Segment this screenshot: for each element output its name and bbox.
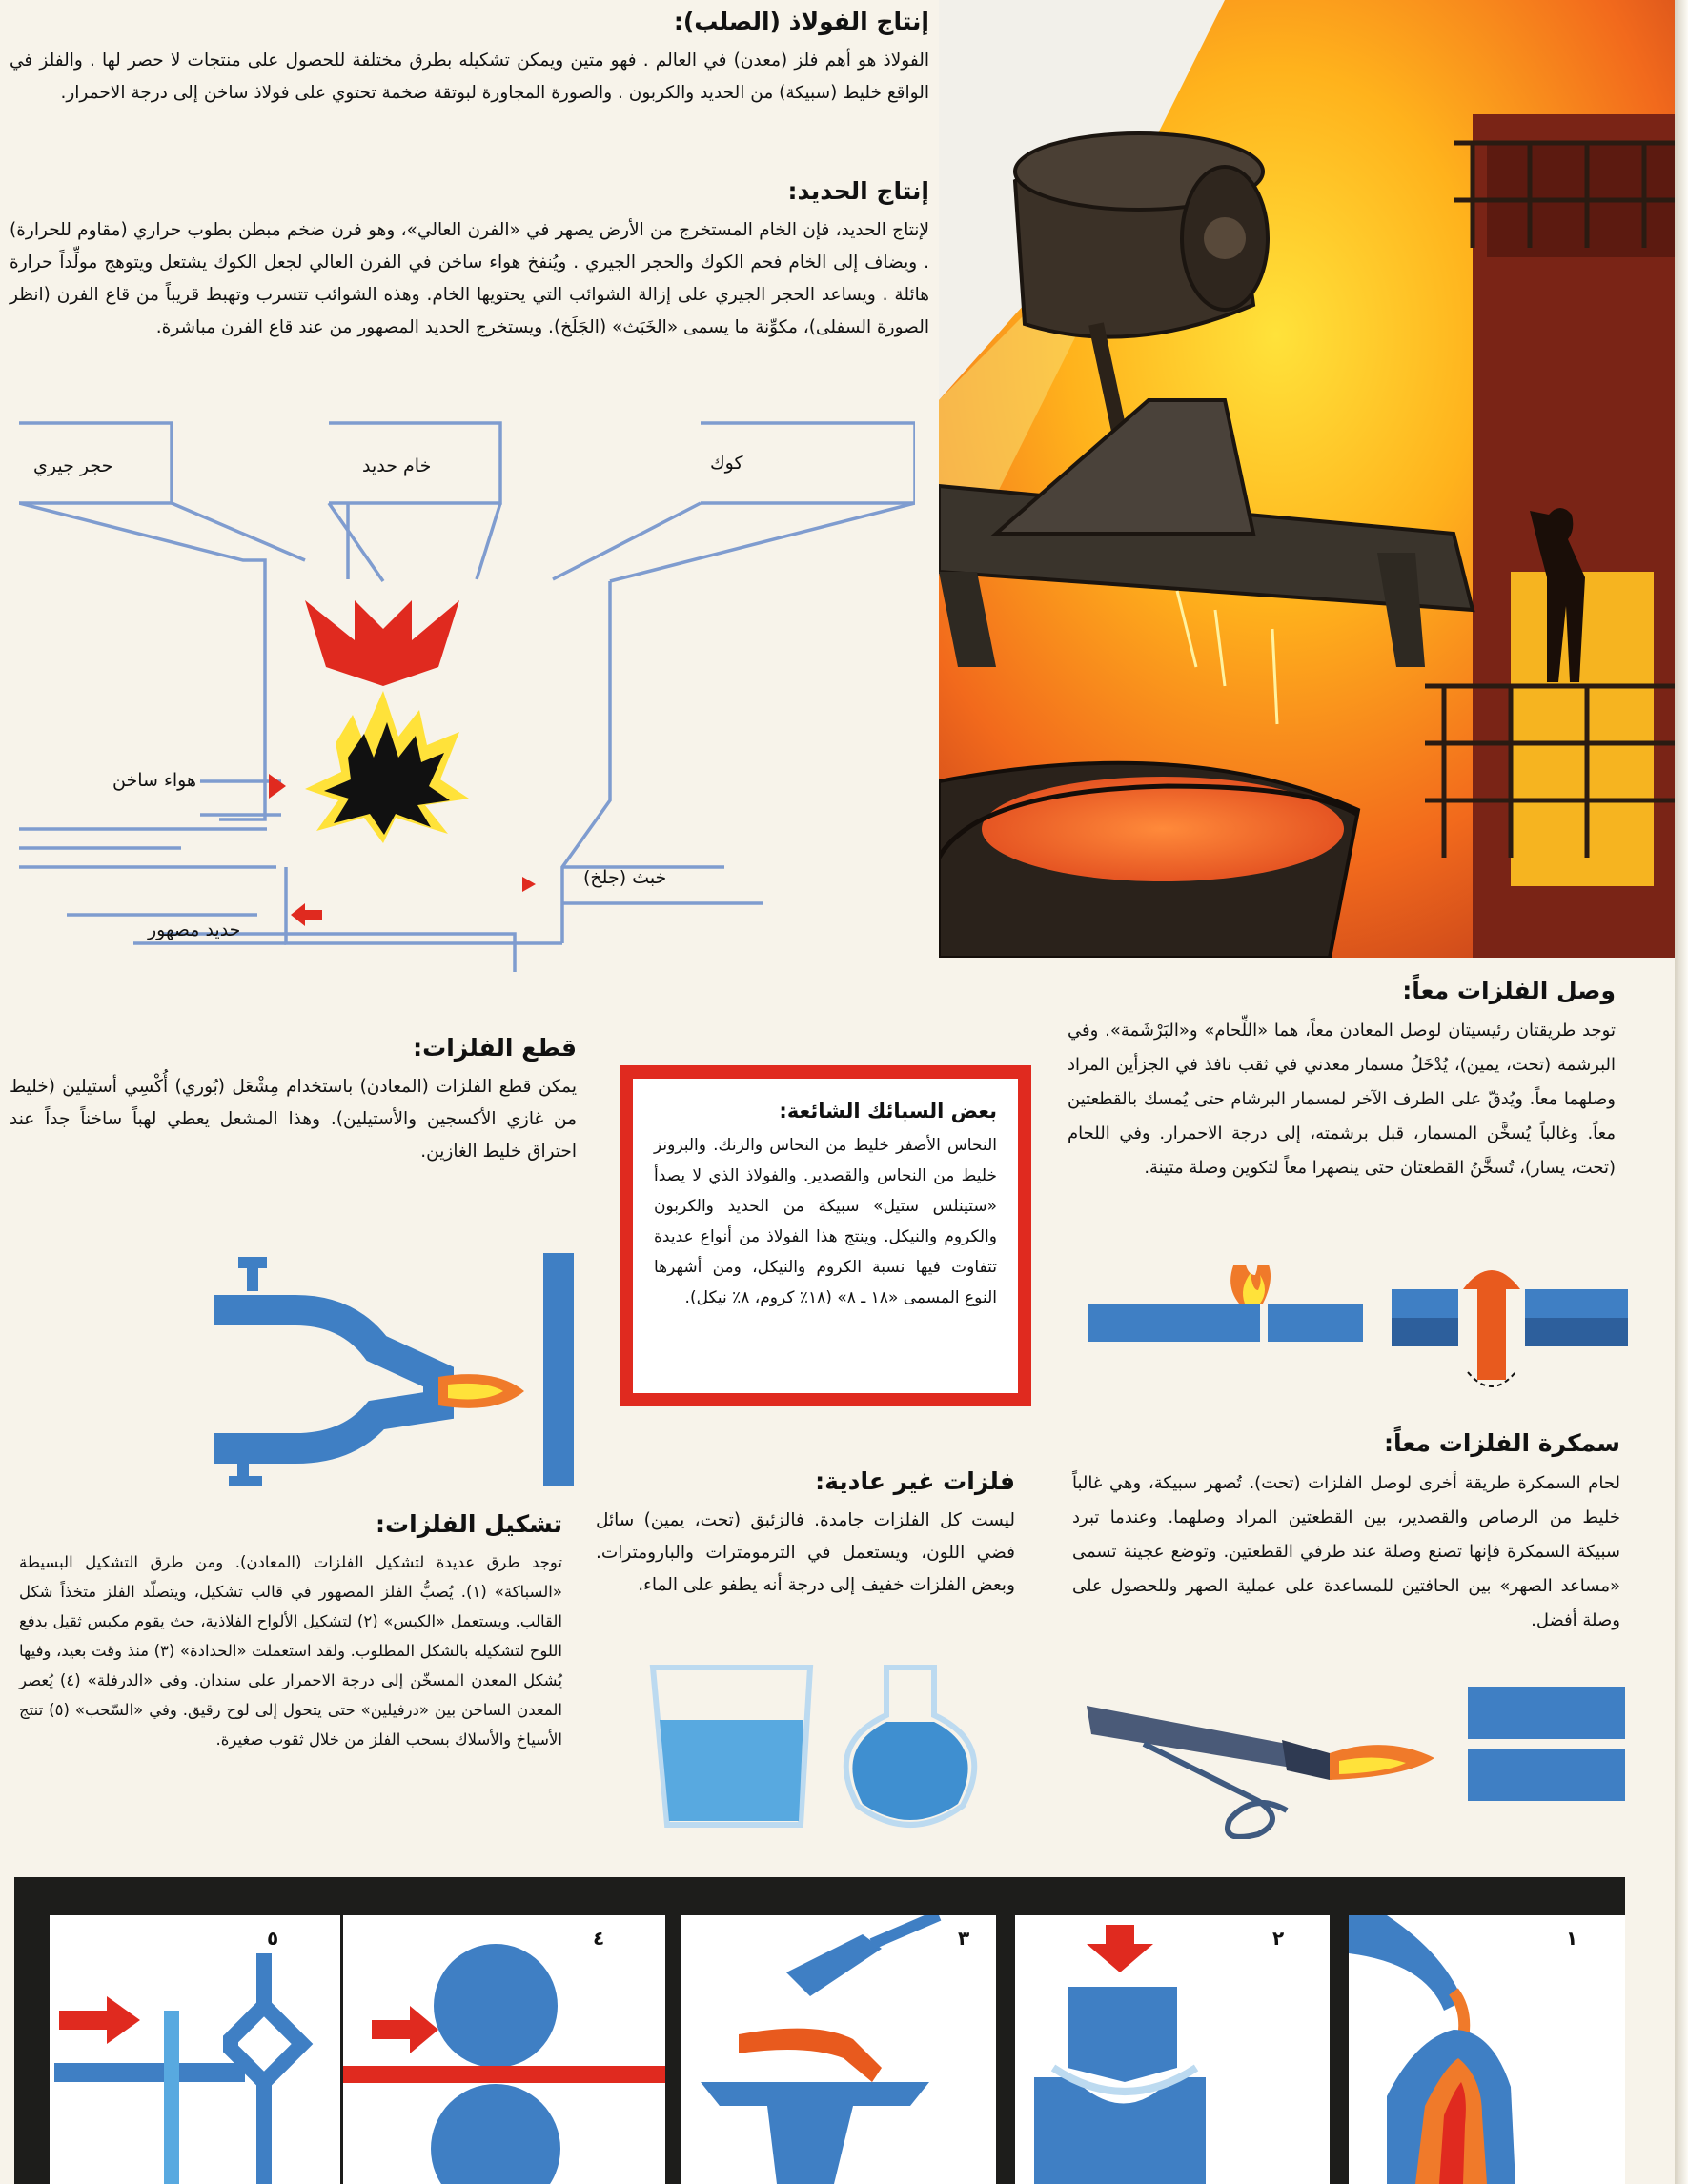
unusual-title: فلزات غير عادية: <box>815 1467 1015 1495</box>
mercury-flask-illustration <box>648 1663 1029 1830</box>
panel-rolling <box>343 1915 665 2184</box>
unusual-body: ليست كل الفلزات جامدة. فالزئبق (تحت، يمين) سائل فضي اللون، ويستعمل في الترمومترات والبارومترات. وبعض الفلزات خفيف إلى درجة أنه يطفو على الماء. <box>596 1510 1015 1595</box>
drawing-illustration <box>50 1915 340 2184</box>
cutting-title: قطع الفلزات: <box>413 1034 577 1062</box>
alloys-box <box>620 1065 1031 1406</box>
label-hot-air: هواء ساخن <box>112 770 197 791</box>
welding-riveting-illustration <box>1087 1265 1630 1408</box>
step-number-3: ٣ <box>958 1927 970 1950</box>
label-molten-iron: حديد مصهور <box>148 920 241 940</box>
cutting-body: يمكن قطع الفلزات (المعادن) باستخدام مِشْعَل (بُوري) أُكْسِي أستيلين (خليط من غازي الأكسجين والأستيلين). وهذا المشعل يعطي لهباً ساخناً جداً عند احتراق خليط الغازين. <box>10 1077 577 1162</box>
cutting-section <box>10 1034 577 1168</box>
shaping-body: توجد طرق عديدة لتشكيل الفلزات (المعادن). ومن طرق التشكيل البسيطة «السباكة» (١). يُصبُّ الفلز المصهور في قالب تشكيل، ويتصلّد الفلز متخذاً شكل القالب. ويستعمل «الكبس» (٢) لتشكيل الألواح الفلاذية، حث يقوم مكبس ثقيل بدفع اللوح لتشكيله بالشكل المطلوب. ولقد استعملت «الحدادة» (٣) منذ وقت بعيد، وفيها يُشكل المعدن المسخّن إلى درجة الاحمرار على سندان. وفي «الدرفلة» (٤) يُعصر المعدن الساخن بين «درفيلين» حتى يتحول إلى لوح رقيق. وفي «السّحب» (٥) تنتج الأسياخ والأسلاك بسحب الفلز من خلال ثقوب صغيرة. <box>19 1553 563 1749</box>
iron-section <box>10 177 929 344</box>
soldering-title: سمكرة الفلزات معاً: <box>1384 1429 1620 1457</box>
iron-body: لإنتاج الحديد، فإن الخام المستخرج من الأرض يصهر في «الفرن العالي»، وهو فرن ضخم مبطن بطوب حراري (مقاوم للحرارة) . ويضاف إلى الخام فحم الكوك والحجر الجيري . ويُنفخ هواء ساخن في الفرن العالي لجعل الكوك يشتعل ويتوهج مولِّداً حرارة هائلة . ويساعد الحجر الجيري على إزالة الشوائب التي يحتويها الخام. وهذه الشوائب تتسرب وتهبط قريباً من قاع الفرن (انظر الصورة السفلى)، مكوِّنة ما يسمى «الخَبَث» (الجَلَخ). ويستخرج الحديد المصهور من عند قاع الفرن مباشرة. <box>10 220 929 337</box>
shaping-methods-strip <box>14 1877 1625 2184</box>
unusual-section <box>596 1467 1015 1602</box>
joining-title: وصل الفلزات معاً: <box>1402 977 1616 1004</box>
label-slag: خبث (جلخ) <box>583 867 667 888</box>
soldering-illustration <box>1087 1677 1630 1839</box>
page-fold-edge <box>1675 0 1688 2184</box>
label-coke: كوك <box>710 453 743 474</box>
label-iron-ore: خام حديد <box>362 455 432 476</box>
step-number-5: ٥ <box>267 1927 279 1950</box>
pressing-illustration <box>1015 1915 1330 2184</box>
rolling-illustration <box>343 1915 665 2184</box>
panel-casting <box>1349 1915 1625 2184</box>
steel-body: الفولاذ هو أهم فلز (معدن) في العالم . فهو متين ويمكن تشكيله بطرق مختلفة للحصول على منتجات لا حصر لها . والفلز في الواقع خليط (سبيكة) من الحديد والكربون . والصورة المجاورة لبوتقة ضخمة تحتوي على فولاذ ساخن إلى درجة الاحمرار. <box>10 51 929 103</box>
step-number-2: ٢ <box>1272 1927 1285 1950</box>
blast-furnace-diagram <box>19 419 915 972</box>
panel-pressing <box>1015 1915 1330 2184</box>
steel-crucible-illustration <box>939 0 1688 958</box>
shaping-section <box>19 1510 562 1754</box>
joining-body: توجد طريقتان رئيسيتان لوصل المعادن معاً، هما «اللِّحام» و«البَرْشَمة». وفي البرشمة (تحت، يمين)، يُدْخَلُ مسمار معدني في ثقب نافذ في الجزأين المراد وصلهما معاً. ويُدقّ على الطرف الآخر لمسمار البرشام حتى يُمسك بالقطعتين معاً. وغالباً يُسخَّن المسمار، قبل برشمته، إلى درجة الاحمرار. وفي اللحام (تحت، يسار)، تُسخَّنُ القطعتان حتى ينصهرا معاً لتكوين وصلة متينة. <box>1068 1021 1616 1178</box>
iron-title: إنتاج الحديد: <box>787 177 929 205</box>
step-number-4: ٤ <box>593 1927 605 1950</box>
steel-section <box>10 8 929 110</box>
forging-illustration <box>681 1915 996 2184</box>
step-number-1: ١ <box>1566 1927 1578 1950</box>
soldering-body: لحام السمكرة طريقة أخرى لوصل الفلزات (تحت). تُصهر سبيكة، وهي غالباً خليط من الرصاص والقصدير، بين القطعتين المراد وصلهما. وعندما تبرد سبيكة السمكرة فإنها تصنع وصلة عند طرفي القطعتين. وتوضع عجينة تسمى «مساعد الصهر» بين الحافتين للمساعدة على عملية الصهر وللحصول على وصلة أفضل. <box>1072 1473 1620 1630</box>
panel-drawing <box>50 1915 340 2184</box>
soldering-section <box>1072 1429 1620 1638</box>
cutting-torch-illustration <box>205 1253 586 1486</box>
casting-illustration <box>1349 1915 1625 2184</box>
alloys-body: النحاس الأصفر خليط من النحاس والزنك. والبرونز خليط من النحاس والقصدير. والفولاذ الذي لا يصدأ «ستينلس ستيل» سبيكة من الحديد والكربون والكروم والنيكل. وينتج هذا الفولاذ من أنواع عديدة تتفاوت فيها نسبة الكروم والنيكل، ومن أشهرها النوع المسمى «١٨ ـ ٨» (١٨٪ كروم، ٨٪ نيكل). <box>654 1136 997 1307</box>
shaping-title: تشكيل الفلزات: <box>376 1510 562 1538</box>
joining-section <box>1068 977 1616 1185</box>
alloys-title: بعض السبائك الشائعة: <box>779 1100 997 1122</box>
steel-title: إنتاج الفولاذ (الصلب): <box>673 8 929 35</box>
label-limestone: حجر جيري <box>33 455 113 476</box>
panel-forging <box>681 1915 996 2184</box>
